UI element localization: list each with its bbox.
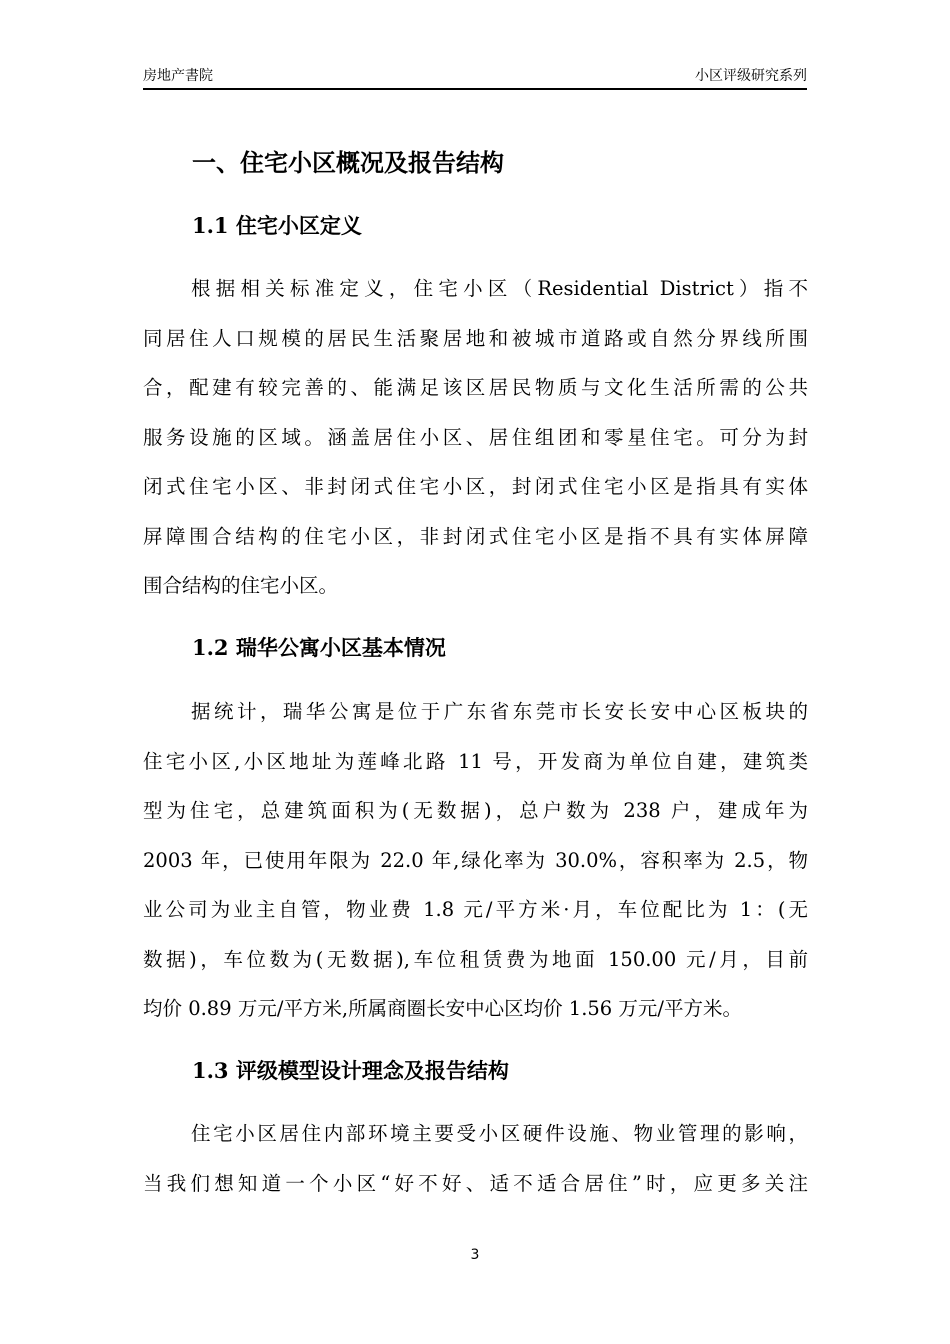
paragraph-basic-info: [143, 694, 808, 1041]
subsection-title-1-1: 1.1 住宅小区定义: [192, 213, 362, 238]
section-title: 一、住宅小区概况及报告结构: [192, 148, 504, 177]
paragraph-line: 合，配建有较完善的、能满足该区居民物质与文化生活所需的公共: [143, 376, 808, 399]
paragraph-line: 型为住宅，总建筑面积为(无数据)，总户数为 238 户，建成年为: [143, 799, 808, 822]
paragraph-line: 住宅小区,小区地址为莲峰北路 11 号，开发商为单位自建，建筑类: [143, 749, 808, 773]
paragraph-line: 服务设施的区域。涵盖居住小区、居住组团和零星住宅。可分为封: [143, 425, 808, 449]
paragraph-definition: [143, 271, 808, 618]
subsection-title-1-2: 1.2 瑞华公寓小区基本情况: [192, 635, 446, 660]
paragraph-model-design: [143, 1116, 808, 1215]
paragraph-line: 数据)，车位数为(无数据),车位租赁费为地面 150.00 元/月，目前: [143, 947, 808, 971]
subsection-title-1-3: 1.3 评级模型设计理念及报告结构: [192, 1058, 509, 1083]
paragraph-line: 均价 0.89 万元/平方米,所属商圈长安中心区均价 1.56 万元/平方米。: [143, 997, 742, 1020]
page-number: 3: [470, 1247, 480, 1263]
paragraph-line: 根据相关标准定义，住宅小区（Residential District）指不: [191, 277, 808, 300]
paragraph-line: 同居住人口规模的居民生活聚居地和被城市道路或自然分界线所围: [143, 326, 808, 350]
paragraph-line: 围合结构的住宅小区。: [143, 574, 339, 597]
paragraph-line: 据统计，瑞华公寓是位于广东省东莞市长安长安中心区板块的: [191, 700, 808, 723]
paragraph-line: 当我们想知道一个小区“好不好、适不适合居住”时，应更多关注: [143, 1171, 808, 1195]
paragraph-line: 屏障围合结构的住宅小区，非封闭式住宅小区是指不具有实体屏障: [143, 524, 808, 548]
header-series: 小区评级研究系列: [695, 68, 807, 84]
page-header: [143, 66, 807, 90]
paragraph-line: 2003 年，已使用年限为 22.0 年,绿化率为 30.0%，容积率为 2.5，物: [143, 848, 808, 872]
header-publisher: 房地产書院: [143, 68, 213, 84]
paragraph-line: 业公司为业主自管，物业费 1.8 元/平方米·月，车位配比为 1：(无: [143, 898, 808, 921]
paragraph-line: 住宅小区居住内部环境主要受小区硬件设施、物业管理的影响，: [191, 1122, 808, 1145]
paragraph-line: 闭式住宅小区、非封闭式住宅小区，封闭式住宅小区是指具有实体: [143, 475, 808, 498]
